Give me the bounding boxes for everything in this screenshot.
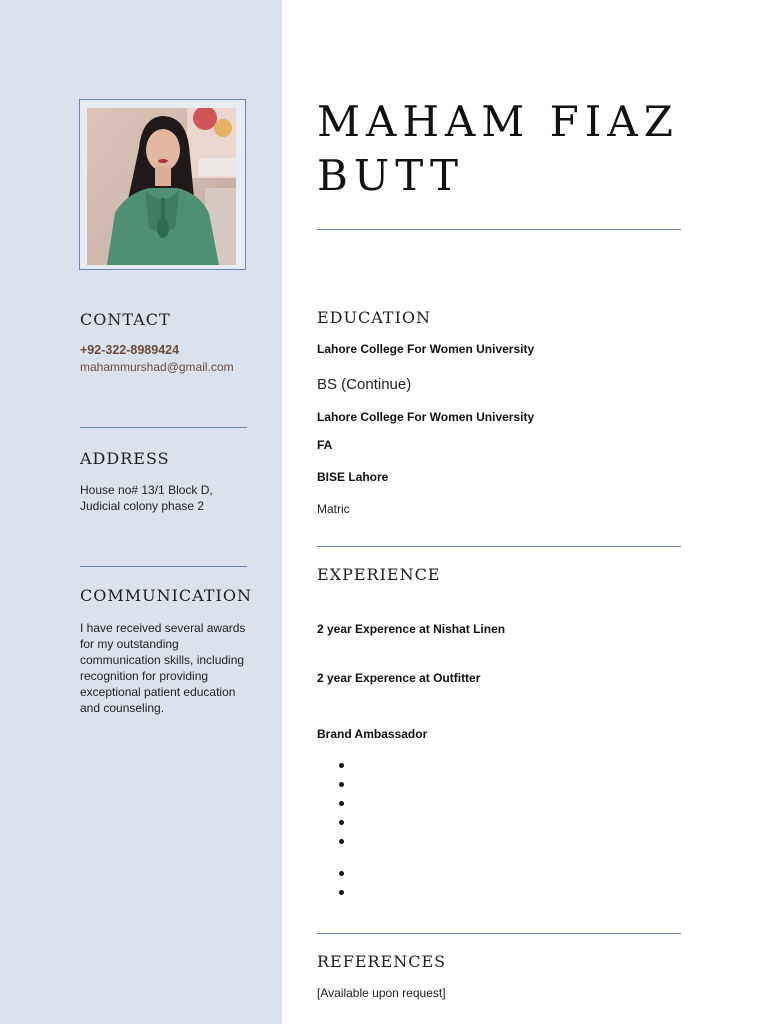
education-item: FA bbox=[317, 438, 333, 452]
empty-bullet bbox=[339, 801, 344, 806]
communication-heading: COMMUNICATION bbox=[80, 586, 252, 605]
contact-phone[interactable]: +92-322-8989424 bbox=[80, 343, 180, 357]
empty-bullet bbox=[339, 782, 344, 787]
education-heading: EDUCATION bbox=[317, 308, 432, 327]
empty-bullet bbox=[339, 871, 344, 876]
name-line-1: MAHAM FIAZ bbox=[317, 97, 679, 146]
experience-heading: EXPERIENCE bbox=[317, 565, 441, 584]
empty-bullet bbox=[339, 839, 344, 844]
education-item: Lahore College For Women University bbox=[317, 342, 535, 356]
profile-photo bbox=[87, 108, 236, 265]
education-divider bbox=[317, 546, 681, 547]
experience-item: 2 year Experence at Nishat Linen bbox=[317, 622, 506, 636]
contact-email[interactable]: mahammurshad@gmail.com bbox=[80, 360, 234, 374]
experience-divider bbox=[317, 933, 681, 934]
education-item: Matric bbox=[317, 502, 350, 516]
communication-text: I have received several awards for my outstanding communication skills, including recognition for providing exceptional patient education and counseling. bbox=[80, 621, 246, 715]
experience-item: Brand Ambassador bbox=[317, 727, 428, 741]
address-divider bbox=[80, 566, 247, 567]
empty-bullet bbox=[339, 890, 344, 895]
candidate-name bbox=[317, 95, 697, 203]
education-item: BISE Lahore bbox=[317, 470, 389, 484]
empty-bullet bbox=[339, 820, 344, 825]
address-text: House no# 13/1 Block D, Judicial colony phase 2 bbox=[80, 483, 213, 513]
name-line-2: BUTT bbox=[317, 151, 465, 200]
contact-heading: CONTACT bbox=[80, 310, 171, 329]
empty-bullet bbox=[339, 763, 344, 768]
references-heading: REFERENCES bbox=[317, 952, 447, 971]
experience-item: 2 year Experence at Outfitter bbox=[317, 671, 481, 685]
education-item: BS (Continue) bbox=[317, 376, 412, 393]
address-heading: ADDRESS bbox=[80, 449, 170, 468]
education-item: Lahore College For Women University bbox=[317, 410, 535, 424]
profile-photo-frame bbox=[79, 99, 246, 270]
references-text: [Available upon request] bbox=[317, 986, 446, 1000]
contact-divider bbox=[80, 427, 247, 428]
sidebar bbox=[0, 0, 282, 1024]
name-divider bbox=[317, 229, 681, 230]
